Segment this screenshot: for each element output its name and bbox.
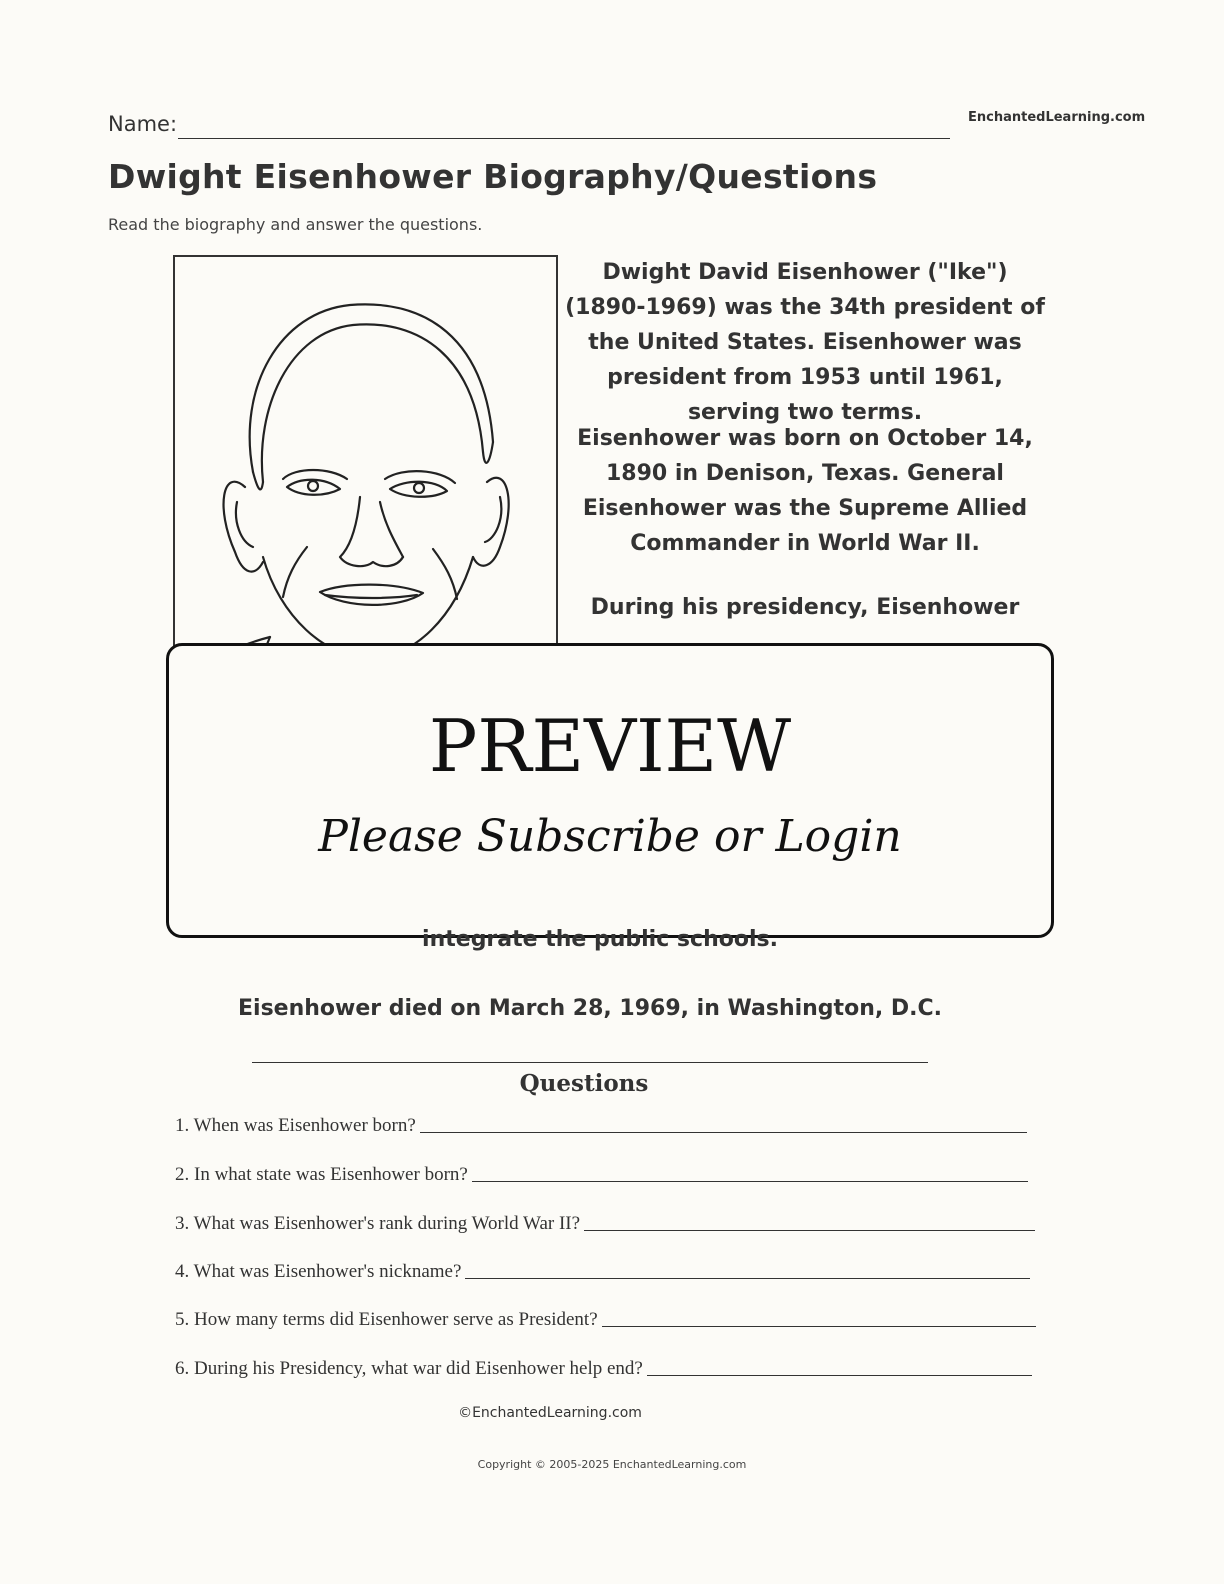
question-text: 6. During his Presidency, what war did Eisenhower help end? [175, 1358, 643, 1379]
subscribe-login-prompt[interactable]: Please Subscribe or Login [318, 811, 902, 862]
question-text: 2. In what state was Eisenhower born? [175, 1164, 468, 1185]
answer-line[interactable] [584, 1230, 1035, 1231]
question-row [175, 1207, 1035, 1235]
bio-paragraph-tail: integrate the public schools. [422, 927, 778, 952]
question-row [175, 1109, 1027, 1137]
answer-line[interactable] [472, 1181, 1028, 1182]
question-row [175, 1303, 1036, 1331]
question-row [175, 1352, 1032, 1380]
question-row [175, 1255, 1030, 1283]
answer-line[interactable] [420, 1132, 1027, 1133]
preview-overlay[interactable] [166, 643, 1054, 938]
question-text: 1. When was Eisenhower born? [175, 1115, 416, 1136]
page-title: Dwight Eisenhower Biography/Questions [108, 157, 878, 196]
site-brand[interactable]: EnchantedLearning.com [968, 110, 1146, 125]
answer-line[interactable] [647, 1375, 1032, 1376]
section-divider [252, 1062, 928, 1063]
question-row [175, 1158, 1028, 1186]
bio-paragraph-birth: Eisenhower was born on October 14, 1890 in Denison, Texas. General Eisenhower was the Supreme Allied Commander in World War II. [577, 426, 1033, 556]
question-text: 4. What was Eisenhower's nickname? [175, 1261, 462, 1282]
question-text: 5. How many terms did Eisenhower serve as President? [175, 1309, 598, 1330]
bio-paragraph-death: Eisenhower died on March 28, 1969, in Washington, D.C. [238, 996, 942, 1021]
portrait-image [173, 255, 558, 675]
instructions: Read the biography and answer the questions. [108, 215, 483, 234]
preview-title: PREVIEW [428, 704, 792, 788]
credit-line: ©EnchantedLearning.com [458, 1405, 642, 1421]
name-label: Name: [108, 112, 178, 136]
bio-paragraph-presidency: During his presidency, Eisenhower [590, 595, 1020, 620]
answer-line[interactable] [602, 1326, 1036, 1327]
questions-heading: Questions [519, 1070, 649, 1097]
name-answer-line[interactable] [178, 138, 950, 139]
answer-line[interactable] [465, 1278, 1030, 1279]
copyright-notice: Copyright © 2005-2025 EnchantedLearning.com [477, 1458, 747, 1471]
eisenhower-portrait-drawing [175, 257, 558, 675]
bio-paragraph-intro: Dwight David Eisenhower ("Ike") (1890-1969) was the 34th president of the United States. Eisenhower was president from 1953 until 1961, serving two terms. [565, 260, 1045, 425]
question-text: 3. What was Eisenhower's rank during World War II? [175, 1213, 581, 1234]
